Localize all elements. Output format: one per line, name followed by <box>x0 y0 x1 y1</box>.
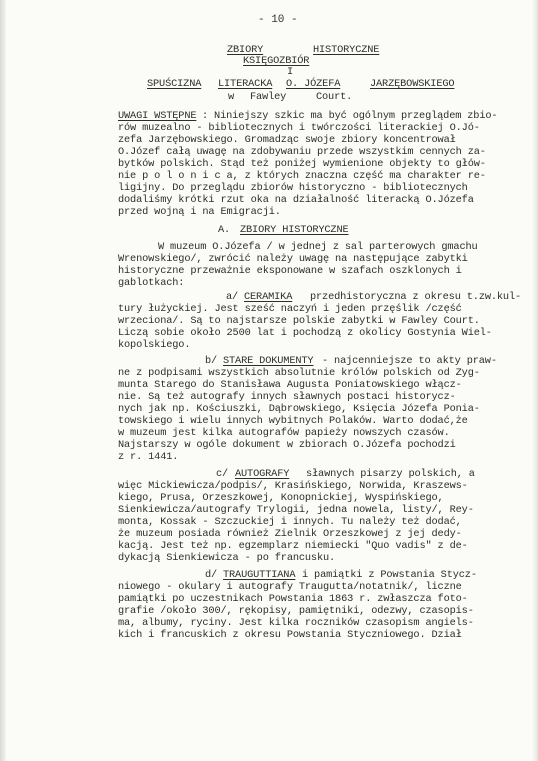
item-a-label: a/ <box>226 291 239 303</box>
header-fawley: Fawley <box>250 91 287 103</box>
header-o-jozefa: O. JÓZEFA <box>286 78 341 90</box>
section-a-letter: A. <box>218 224 231 236</box>
intro-label: UWAGI WSTĘPNE <box>118 110 197 122</box>
header-spuscizna: SPUŚCIZNA <box>147 78 202 90</box>
intro-line-4: O.Józef całą uwagę na zdobywaniu przede wszystkim cennych za- <box>118 146 486 158</box>
item-d-line-1: i pamiątki z Powstania Stycz- <box>302 569 477 581</box>
header-court: Court. <box>316 91 353 103</box>
item-d-line-6: kich i francuskich z okresu Powstania Styczniowego. Dział <box>118 629 462 641</box>
section-a-heading: ZBIORY HISTORYCZNE <box>240 224 349 236</box>
header-literacka: LITERACKA <box>218 78 273 90</box>
item-d-line-4: grafie /około 300/, rękopisy, pamiętniki, odezwy, czasopis- <box>118 605 474 617</box>
item-d-line-3: pamiątki po uczestnikach Powstania 1863 r. zwłaszcza foto- <box>118 593 468 605</box>
item-c-line-6: że muzeum posiada również Zielnik Orzeszkowej z jej dedy- <box>118 528 462 540</box>
item-b-line-4: nie. Są też autografy innych sławnych postaci historycz- <box>118 391 456 403</box>
item-b-line-6: towskiego i wielu innych wybitnych Polaków. Warto dodać,że <box>118 415 468 427</box>
item-b-title: STARE DOKUMENTY <box>223 355 314 367</box>
section-a-p1-line-3: historyczne przeważnie eksponowane w szafach oszklonych i <box>118 265 462 277</box>
item-c-label: c/ <box>216 468 229 480</box>
item-b-line-9: z r. 1441. <box>118 451 179 463</box>
intro-line-1: : Niniejszy szkic ma być ogólnym przeglądem zbio- <box>202 110 498 122</box>
section-a-p1-line-2: Wrenowskiego/, zwrócić należy uwagę na następujące zabytki <box>118 253 468 265</box>
item-d-line-2: niowego - okulary i autografy Traugutta/notatnik/, liczne <box>118 581 462 593</box>
item-c-line-2: więc Mickiewicza/podpis/, Krasińskiego, Norwida, Kraszews- <box>118 480 468 492</box>
intro-line-9: przed wojną i na Emigracji. <box>118 206 281 218</box>
header-i: I <box>287 66 294 78</box>
header-jarzebowskiego: JARZĘBOWSKIEGO <box>370 78 455 90</box>
item-b-line-5: nych jak np. Kościuszki, Dąbrowskiego, Księcia Józefa Ponia- <box>118 403 480 415</box>
item-c-title: AUTOGRAFY <box>235 468 290 480</box>
item-a-line-4: Liczą sobie około 2500 lat i pochodzą z okolicy Gostynia Wiel- <box>118 327 492 339</box>
section-a-p1-line-1: W muzeum O.Józefa / w jednej z sal parterowych gmachu <box>158 241 478 253</box>
item-d-title: TRAUGUTTIANA <box>223 569 296 581</box>
item-d-line-5: ma, albumy, ryciny. Jest kilka roczników czasopism angiels- <box>118 617 474 629</box>
item-a-title: CERAMIKA <box>244 291 293 303</box>
header-historyczne: HISTORYCZNE <box>313 44 380 56</box>
item-b-line-2: ne z podpisami wszystkich absolutnie królów polskich od Zyg- <box>118 367 480 379</box>
intro-line-7: ligijny. Do przeglądu zbiorów historyczno - bibliotecznych <box>118 182 468 194</box>
intro-line-6: nie p o l o n i c a, z których znaczna część ma charakter re- <box>118 170 486 182</box>
item-c-line-8: dykacją Sienkiewicza - po francusku. <box>118 552 336 564</box>
item-c-line-3: kiego, Prusa, Orzeszkowej, Konopnickiej, Wyspińskiego, <box>118 492 444 504</box>
item-b-line-3: munta Starego do Stanisława Augusta Poniatowskiego włącz- <box>118 379 462 391</box>
page-left-edge-shadow <box>0 0 6 761</box>
header-w: w <box>228 91 235 103</box>
item-d-label: d/ <box>205 569 218 581</box>
item-a-line-5: kopolskiego. <box>118 339 191 351</box>
item-c-line-4: Sienkiewicza/autografy Trylogii, jedna nowela, listy/, Rey- <box>118 504 474 516</box>
item-a-line-3: wrzeciona/. Są to najstarsze polskie zabytki w Fawley Court. <box>118 315 480 327</box>
intro-line-3: zefa Jarzębowskiego. Gromadząc swoje zbiory koncentrował <box>118 134 456 146</box>
header-ksiegozbior: KSIĘGOZBIÓR <box>243 55 310 67</box>
item-b-line-1: - najcenniejsze to akty praw- <box>322 355 497 367</box>
item-c-line-5: monta, Kossak - Szczuckiej i innych. Tu należy też dodać, <box>118 516 462 528</box>
item-a-line-1: przedhistoryczna z okresu t.zw.kul- <box>310 291 522 303</box>
section-a-p1-line-4: gablotkach: <box>118 277 185 289</box>
item-b-line-7: w muzeum jest kilka autografów papieży nowszych czasów. <box>118 427 450 439</box>
item-c-line-7: kacją. Jest też np. egzemplarz niemiecki "Quo vadis" z de- <box>118 540 468 552</box>
page-right-edge-shadow <box>532 0 538 761</box>
intro-line-5: bytków polskich. Stąd też poniżej wymienione objekty to głów- <box>118 158 486 170</box>
item-b-line-8: Najstarszy w ogóle dokument w zbiorach O.Józefa pochodzi <box>118 439 456 451</box>
item-b-label: b/ <box>205 355 218 367</box>
page-number: - 10 - <box>258 14 298 26</box>
header-zbiory: ZBIORY <box>227 44 264 56</box>
intro-line-2: rów muzealno - bibliotecznych i twórczości literackiej O.Jó- <box>118 122 480 134</box>
item-c-line-1: sławnych pisarzy polskich, a <box>306 468 475 480</box>
intro-line-8: dodaliśmy krótki rzut oka na działalność literacką O.Józefa <box>118 194 474 206</box>
item-a-line-2: tury łużyckiej. Jest sześć naczyń i jeden przęślik /część <box>118 303 462 315</box>
